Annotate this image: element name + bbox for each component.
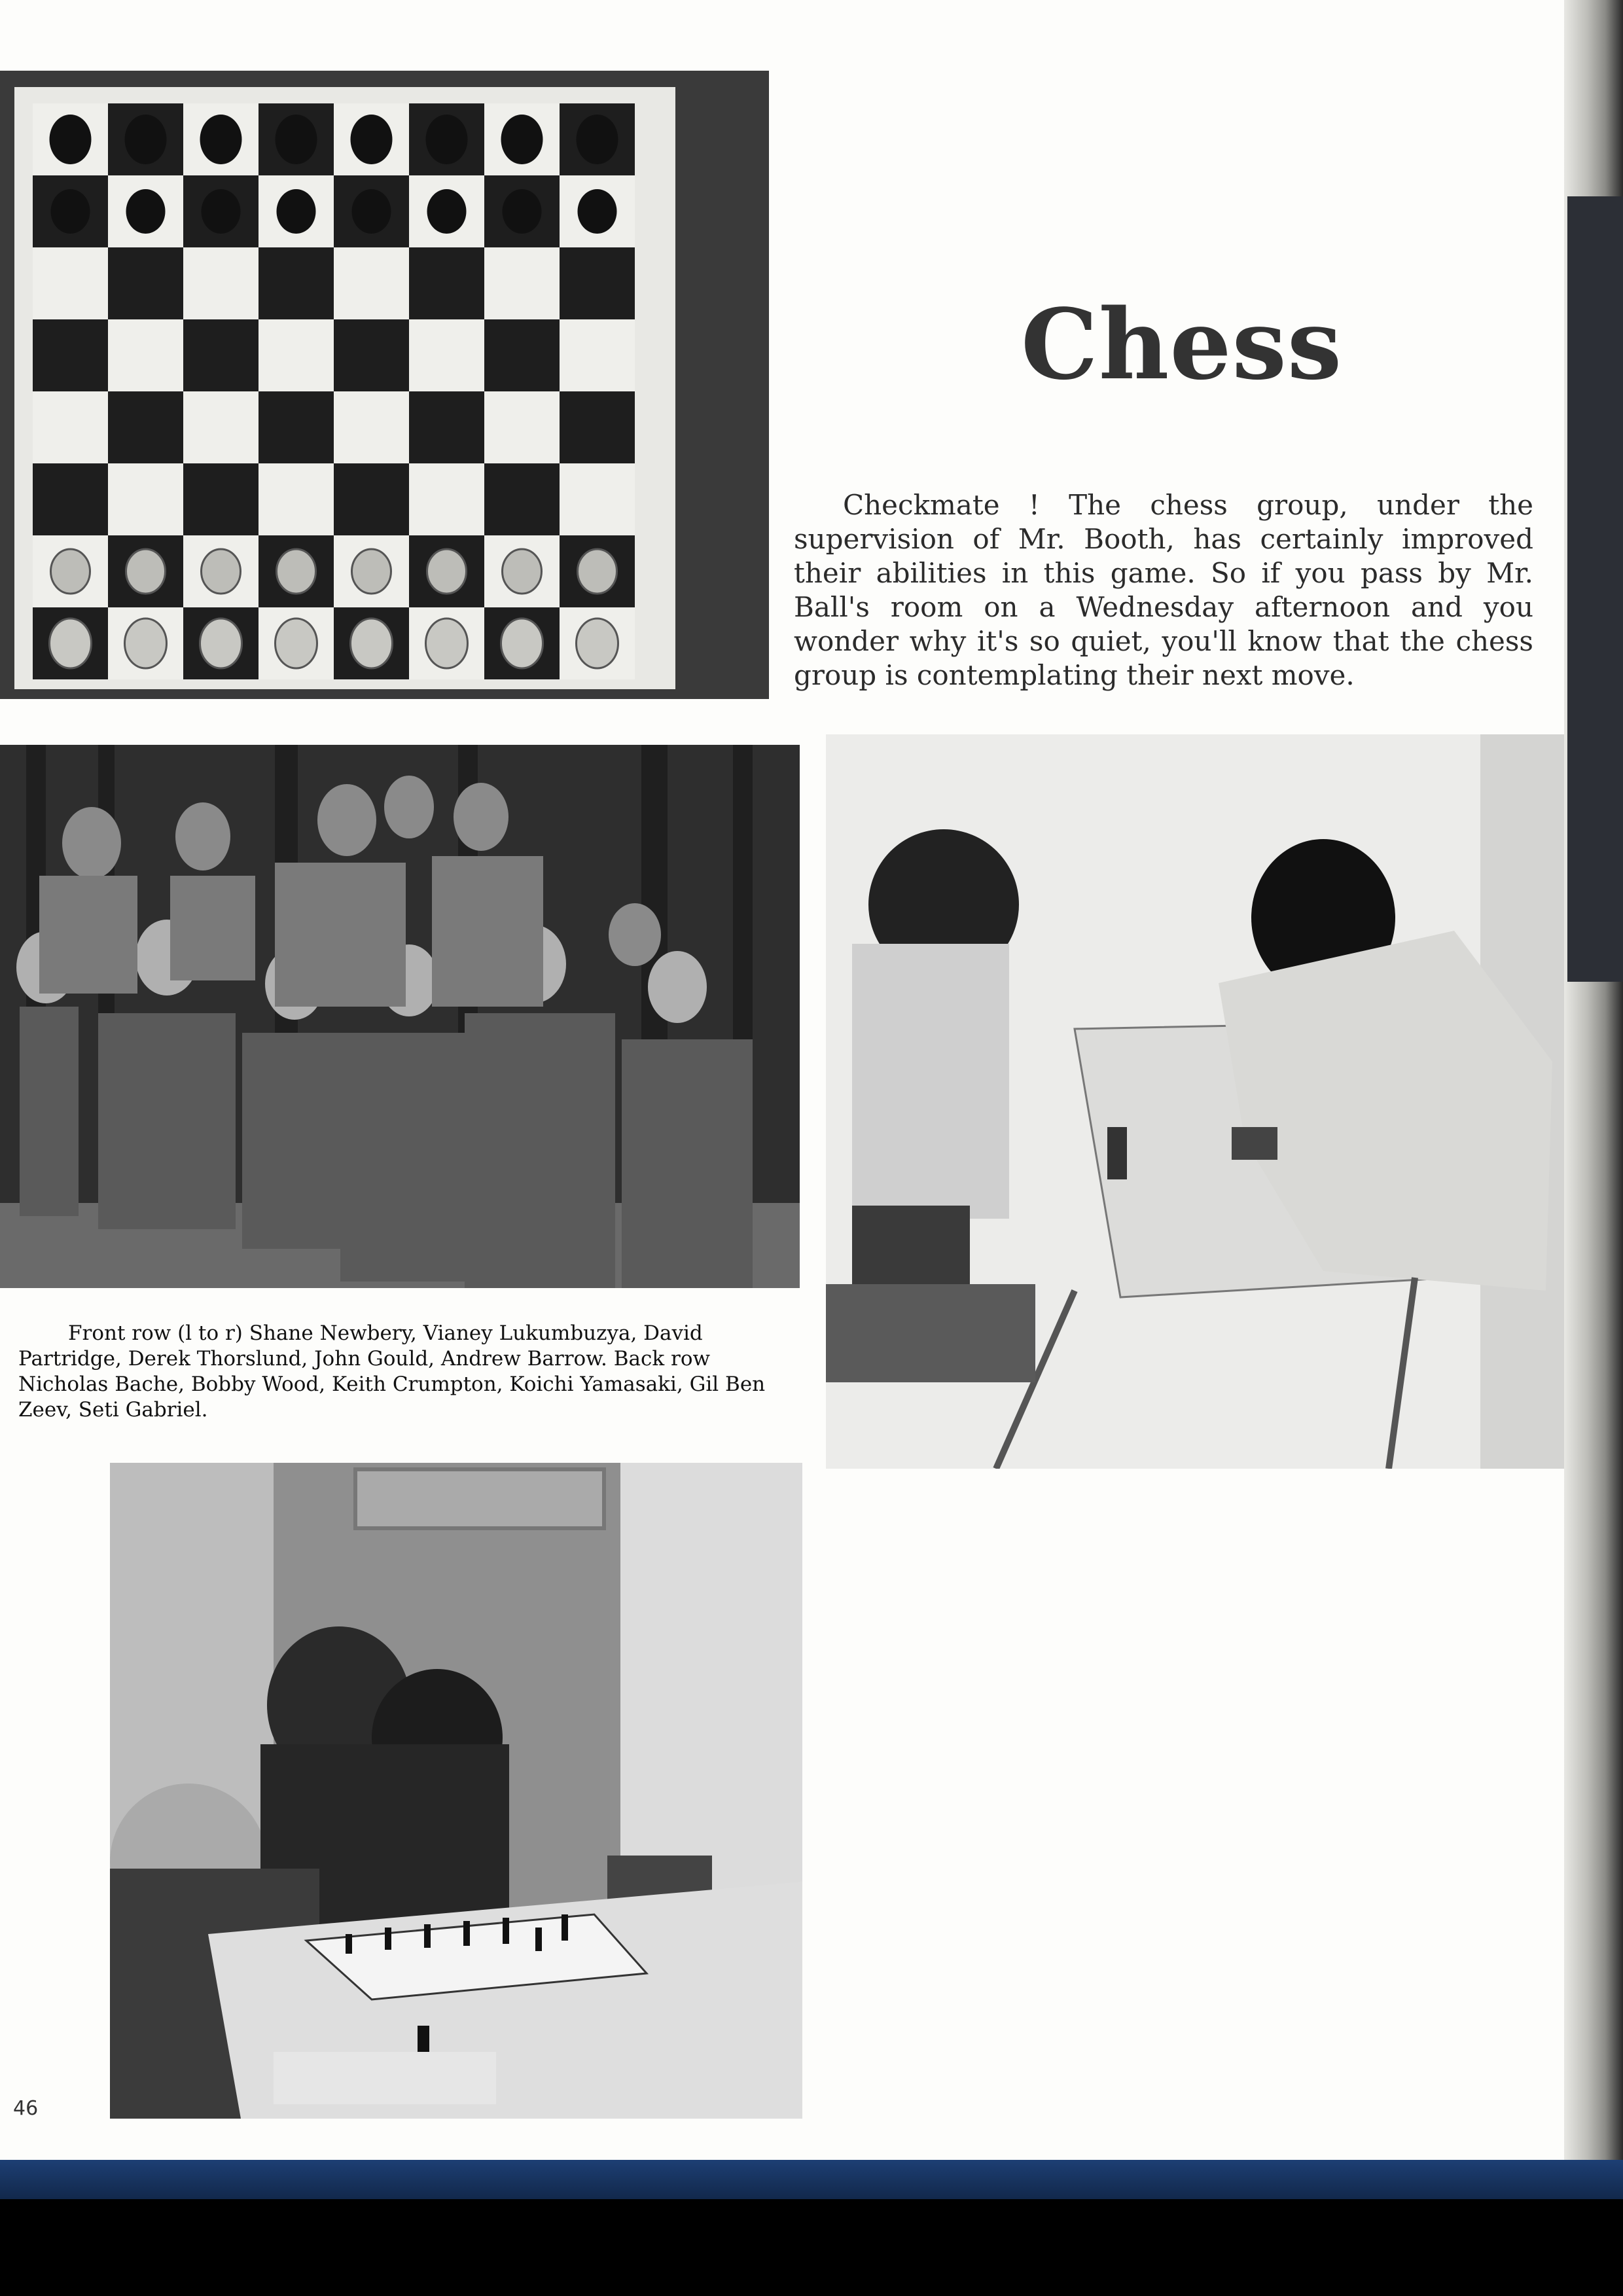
book-cover-edge [1567,196,1623,982]
page-title: Chess [1021,287,1343,402]
chess-group-photo [0,745,800,1288]
group-photo-caption [18,1321,784,1423]
three-players-photo [110,1463,802,2119]
chessboard-photo [0,71,769,699]
two-players-photo [826,734,1573,1469]
article-paragraph: Checkmate ! The chess group, under the supervision of Mr. Booth, has certainly improved their abilities in this game. So if you pass by Mr. Ball's room on a Wednesday afternoon and you wonder why it's so quiet, you'll know that the chess group is contemplating their next move. [794,489,1533,691]
book-cover-bottom [0,2160,1623,2199]
page-number: 46 [13,2097,39,2120]
caption-text: Front row (l to r) Shane Newbery, Vianey Lukumbuzya, David Partridge, Derek Thorslund, John Gould, Andrew Barrow. Back row Nicholas Bache, Bobby Wood, Keith Crumpton, Koichi Yamasaki, Gil Ben Zeev, Seti Gabriel. [18,1321,766,1422]
article-text [794,488,1533,692]
